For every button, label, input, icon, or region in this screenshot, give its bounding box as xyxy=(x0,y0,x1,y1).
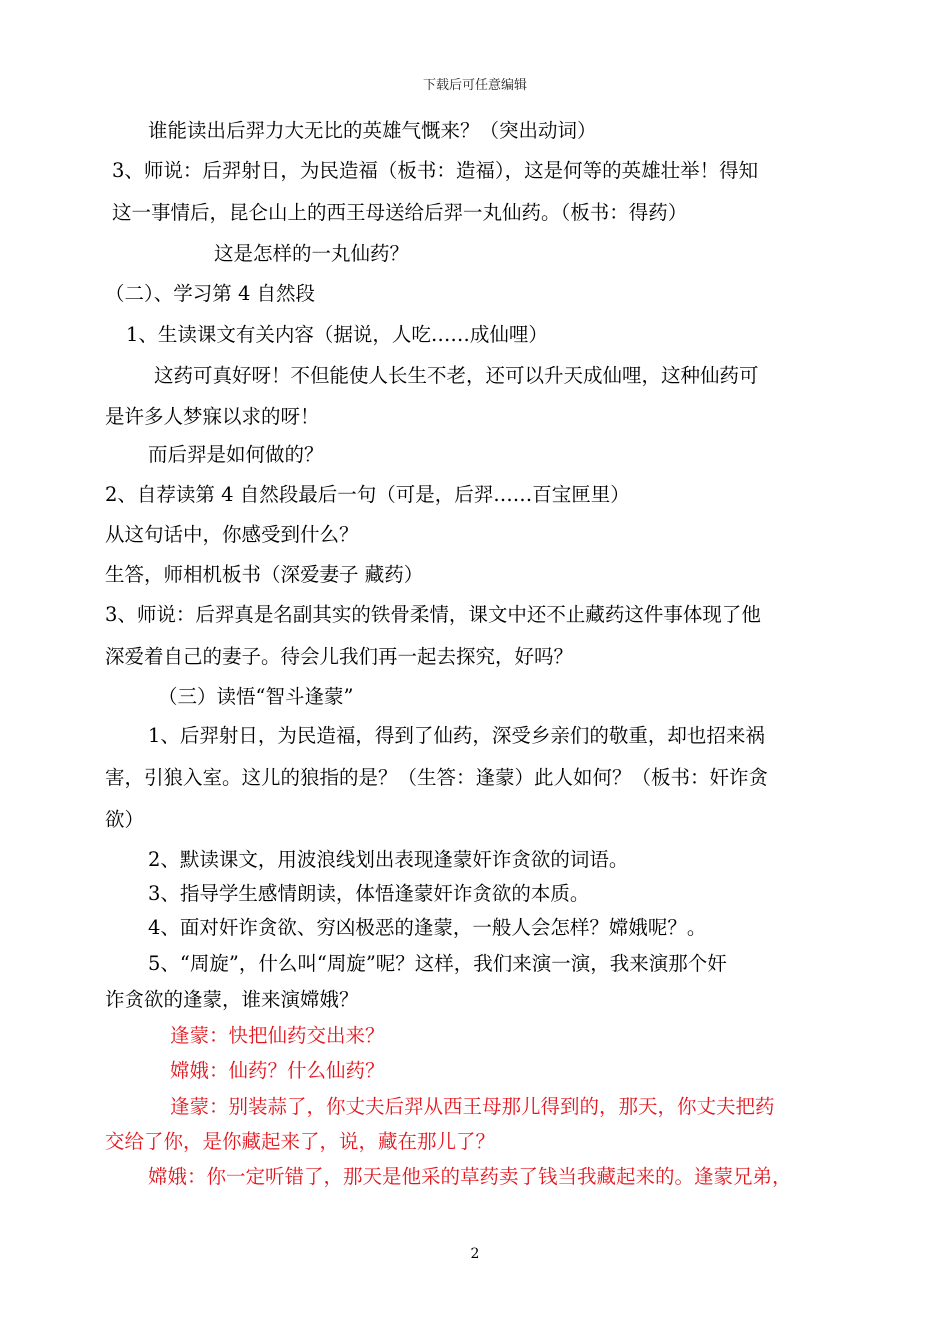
text-line: 2、默读课文，用波浪线划出表现逢蒙奸诈贪欲的词语。 xyxy=(148,848,629,871)
text-line: 3、师说：后羿射日，为民造福（板书：造福），这是何等的英雄壮举！得知 xyxy=(112,159,759,182)
text-line: 这是怎样的一丸仙药？ xyxy=(214,242,410,265)
dialogue-line: 逢蒙：快把仙药交出来？ xyxy=(170,1024,385,1047)
text-line: 欲） xyxy=(105,808,145,831)
dialogue-line: 逢蒙：别装蒜了，你丈夫后羿从西王母那儿得到的，那天，你丈夫把药 xyxy=(170,1095,775,1118)
text-line: 3、师说：后羿真是名副其实的铁骨柔情，课文中还不止藏药这件事体现了他 xyxy=(105,603,761,626)
text-line: 1、生读课文有关内容（据说，人吃……成仙哩） xyxy=(126,323,548,346)
text-line: 诈贪欲的逢蒙，谁来演嫦娥？ xyxy=(105,988,359,1011)
text-line: 深爱着自己的妻子。待会儿我们再一起去探究，好吗？ xyxy=(105,645,574,668)
text-line: 是许多人梦寐以求的呀！ xyxy=(105,405,320,428)
text-line: 5、“周旋”，什么叫“周旋”呢？这样，我们来演一演，我来演那个奸 xyxy=(148,952,727,975)
text-line: 生答，师相机板书（深爱妻子 藏药） xyxy=(105,563,424,586)
section-heading: （二）、学习第 4 自然段 xyxy=(105,282,316,305)
text-line: 4、面对奸诈贪欲、穷凶极恶的逢蒙，一般人会怎样？嫦娥呢？。 xyxy=(148,916,707,939)
dialogue-line: 嫦娥：你一定听错了，那天是他采的草药卖了钱当我藏起来的。逢蒙兄弟， xyxy=(148,1165,792,1188)
text-line: 这一事情后，昆仑山上的西王母送给后羿一丸仙药。（板书：得药） xyxy=(112,201,688,224)
page-number: 2 xyxy=(470,1246,480,1262)
text-line: 2、自荐读第 4 自然段最后一句（可是，后羿……百宝匣里） xyxy=(105,483,630,506)
dialogue-line: 嫦娥：仙药？什么仙药？ xyxy=(170,1059,385,1082)
text-line: 3、指导学生感情朗读，体悟逢蒙奸诈贪欲的本质。 xyxy=(148,882,590,905)
text-line: 从这句话中，你感受到什么？ xyxy=(105,523,359,546)
text-line: 这药可真好呀！不但能使人长生不老，还可以升天成仙哩，这种仙药可 xyxy=(154,364,759,387)
text-line: 1、后羿射日，为民造福，得到了仙药，深受乡亲们的敬重，却也招来祸 xyxy=(148,724,765,747)
text-line: 害，引狼入室。这儿的狼指的是？（生答：逢蒙）此人如何？（板书：奸诈贪 xyxy=(105,766,769,789)
text-line: 谁能读出后羿力大无比的英雄气慨来？（突出动词） xyxy=(148,119,597,142)
page-header: 下载后可任意编辑 xyxy=(422,78,527,93)
dialogue-line: 交给了你，是你藏起来了，说，藏在那儿了？ xyxy=(105,1130,496,1153)
text-line: 而后羿是如何做的？ xyxy=(148,443,324,466)
section-heading: （三）读悟“智斗逢蒙” xyxy=(158,685,354,708)
